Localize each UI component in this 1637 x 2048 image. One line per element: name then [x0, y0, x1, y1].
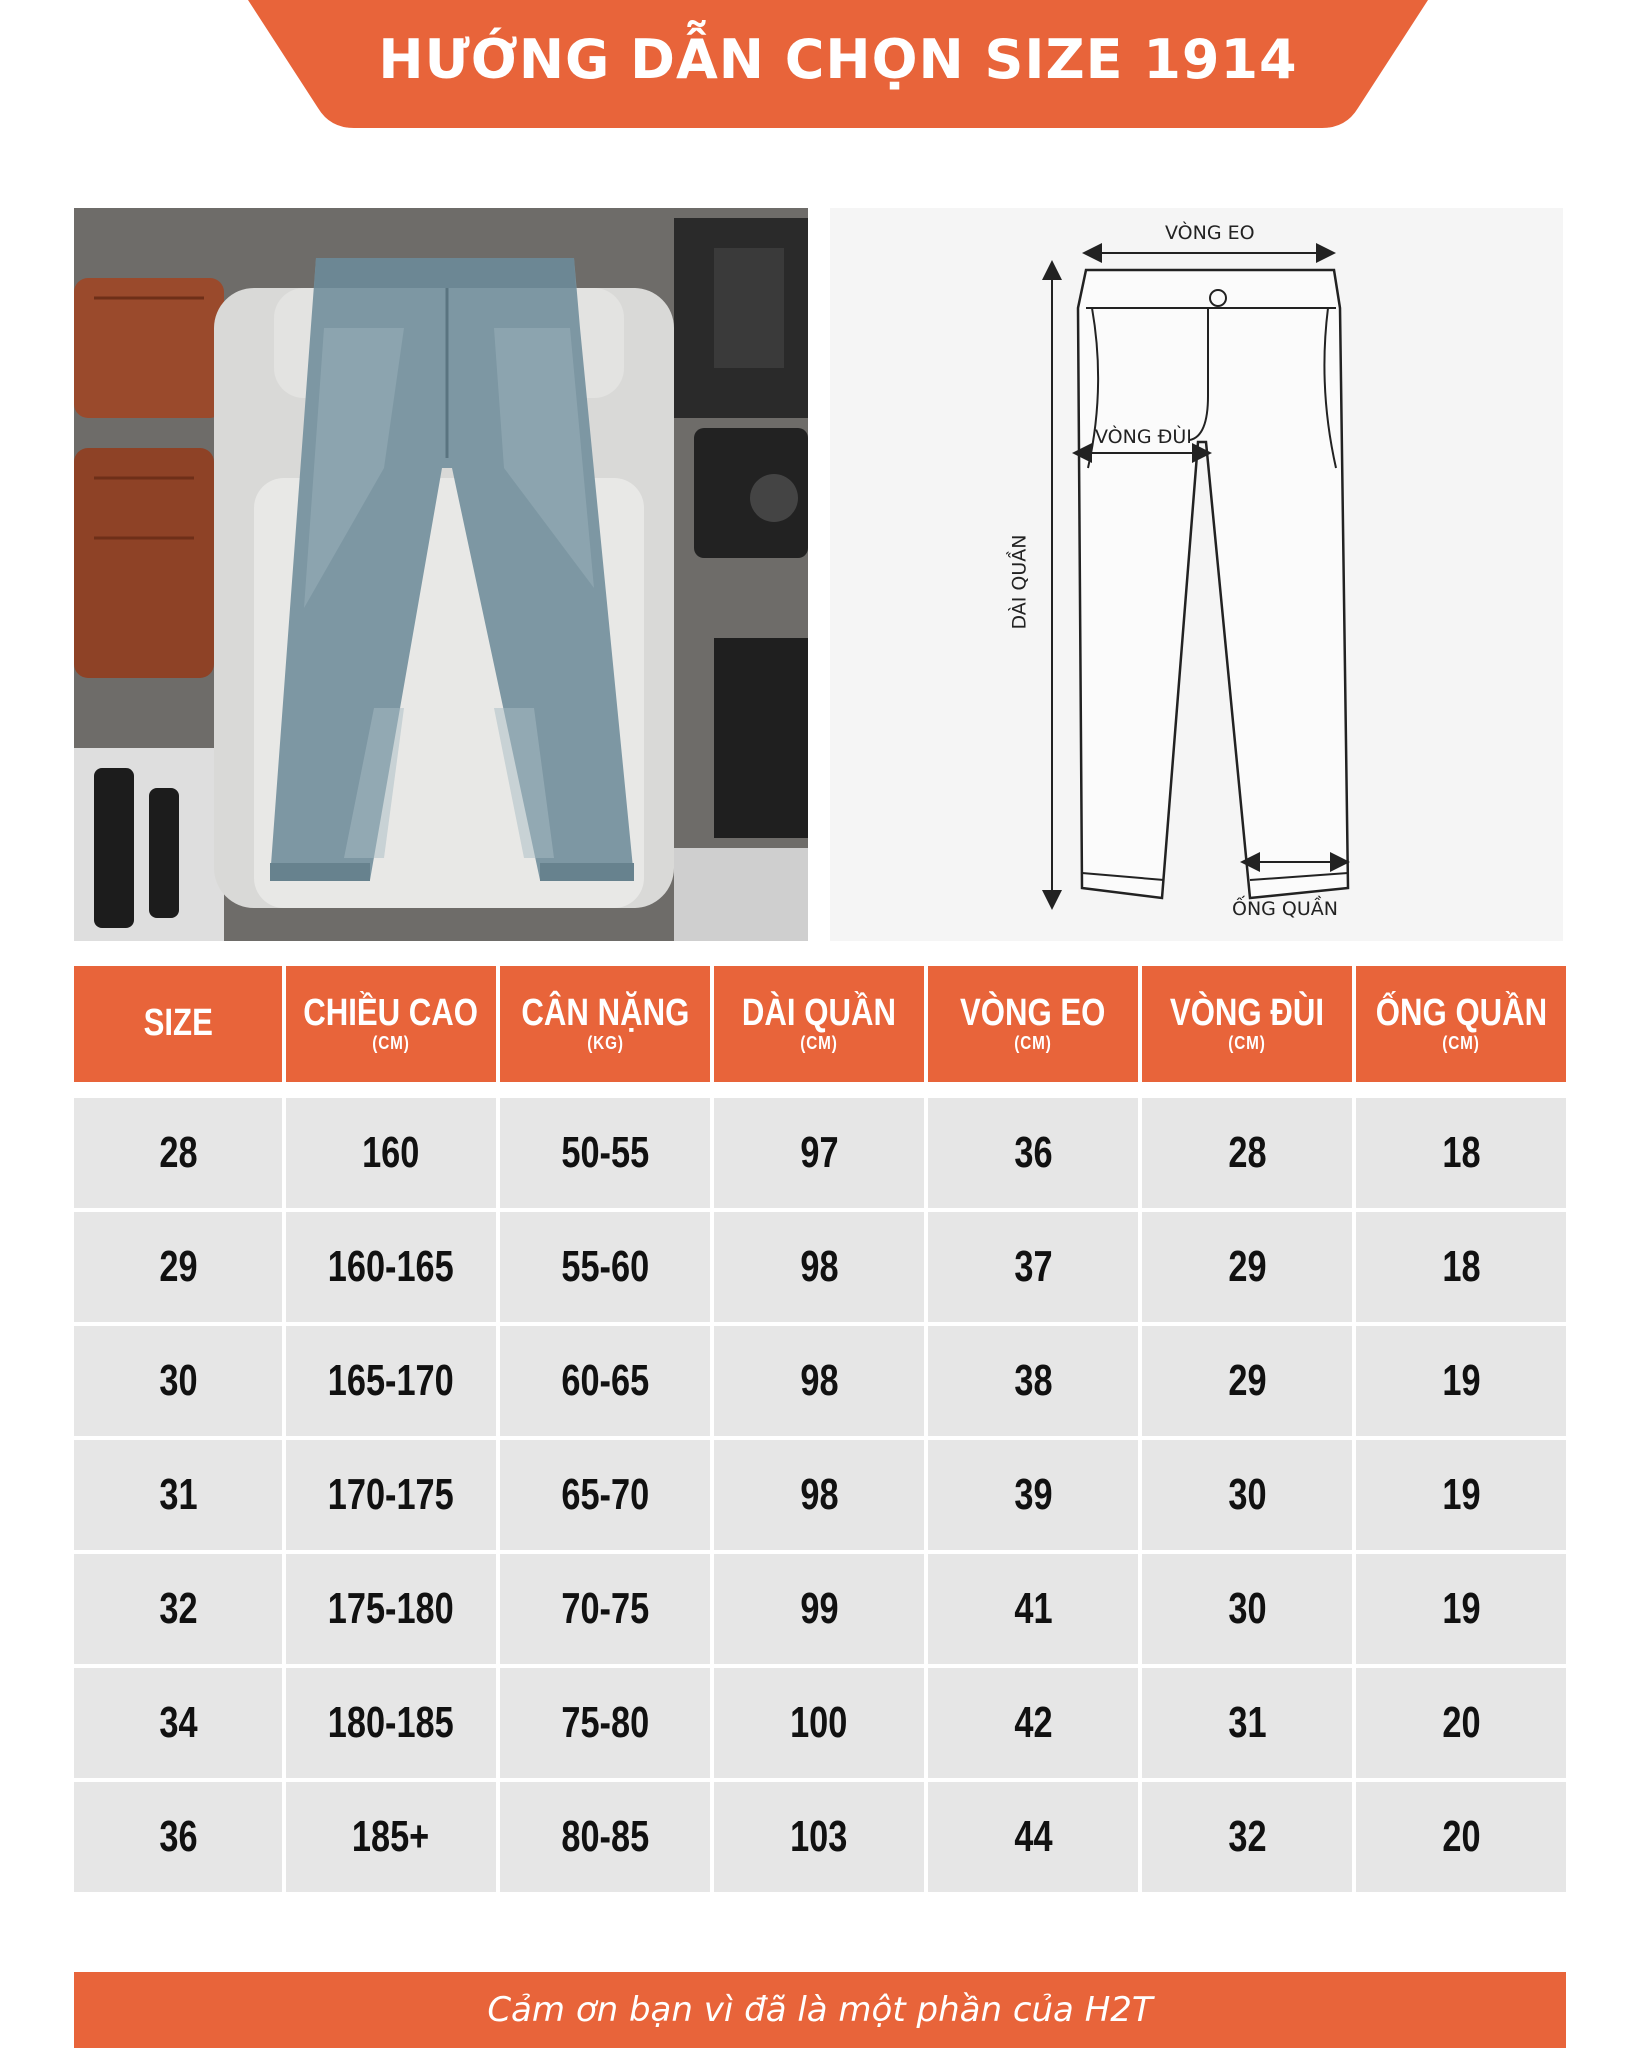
table-cell: 185+: [286, 1782, 496, 1892]
header-thigh: [1142, 966, 1352, 1082]
table-row: [74, 1554, 1566, 1664]
table-cell: 39: [928, 1440, 1138, 1550]
table-cell: 30: [1142, 1554, 1352, 1664]
table-cell: 160-165: [286, 1212, 496, 1322]
table-row: [74, 1326, 1566, 1436]
table-cell: 34: [74, 1668, 282, 1778]
table-cell: 29: [1142, 1212, 1352, 1322]
table-cell: 165-170: [286, 1326, 496, 1436]
table-row: [74, 1440, 1566, 1550]
table-cell: 20: [1356, 1782, 1566, 1892]
table-cell: 19: [1356, 1440, 1566, 1550]
hem-label: ỐNG QUẦN: [1232, 898, 1339, 920]
header-unit: (CM): [1442, 1033, 1480, 1054]
table-cell: 100: [714, 1668, 924, 1778]
table-cell: 160: [286, 1098, 496, 1208]
header-label: CÂN NẶNG: [521, 992, 689, 1035]
table-cell: 32: [74, 1554, 282, 1664]
table-cell: 32: [1142, 1782, 1352, 1892]
table-cell: 31: [74, 1440, 282, 1550]
table-cell: 98: [714, 1440, 924, 1550]
page-title: HƯỚNG DẪN CHỌN SIZE 1914: [378, 28, 1298, 91]
header-unit: (CM): [372, 1033, 410, 1054]
header-unit: (CM): [1228, 1033, 1266, 1054]
header-label: SIZE: [143, 1002, 213, 1045]
table-cell: 30: [1142, 1440, 1352, 1550]
header-label: ỐNG QUẦN: [1375, 992, 1547, 1035]
length-label: DÀI QUẦN: [1008, 534, 1031, 630]
header-banner: [248, 0, 1428, 130]
table-row: [74, 1668, 1566, 1778]
table-cell: 28: [74, 1098, 282, 1208]
table-body: [74, 1098, 1566, 1892]
size-table: [74, 966, 1566, 1896]
table-header-row: [74, 966, 1566, 1082]
table-cell: 36: [928, 1098, 1138, 1208]
table-cell: 44: [928, 1782, 1138, 1892]
header-unit: (KG): [586, 1033, 624, 1054]
table-cell: 31: [1142, 1668, 1352, 1778]
table-cell: 28: [1142, 1098, 1352, 1208]
table-cell: 18: [1356, 1212, 1566, 1322]
table-cell: 18: [1356, 1098, 1566, 1208]
header-label: VÒNG ĐÙI: [1169, 992, 1325, 1035]
table-cell: 29: [74, 1212, 282, 1322]
header-unit: (CM): [800, 1033, 838, 1054]
pants-outline: [830, 208, 1563, 941]
table-row: [74, 1782, 1566, 1892]
table-cell: 60-65: [500, 1326, 710, 1436]
thigh-label: VÒNG ĐÙI: [1095, 426, 1192, 448]
table-cell: 38: [928, 1326, 1138, 1436]
table-cell: 80-85: [500, 1782, 710, 1892]
table-cell: 170-175: [286, 1440, 496, 1550]
header-hem: [1356, 966, 1566, 1082]
header-waist: [928, 966, 1138, 1082]
table-cell: 41: [928, 1554, 1138, 1664]
table-cell: 19: [1356, 1554, 1566, 1664]
header-label: DÀI QUẦN: [741, 992, 897, 1035]
table-row: [74, 1098, 1566, 1208]
header-height: [286, 966, 496, 1082]
table-cell: 70-75: [500, 1554, 710, 1664]
table-row: [74, 1212, 1566, 1322]
footer-text: Cảm ơn bạn vì đã là một phần của H2T: [487, 1990, 1153, 2030]
footer-bar: [74, 1972, 1566, 2048]
measurement-diagram: [830, 208, 1563, 941]
header-weight: [500, 966, 710, 1082]
table-cell: 30: [74, 1326, 282, 1436]
header-size: [74, 966, 282, 1082]
table-cell: 65-70: [500, 1440, 710, 1550]
table-cell: 98: [714, 1212, 924, 1322]
table-cell: 97: [714, 1098, 924, 1208]
table-cell: 42: [928, 1668, 1138, 1778]
table-cell: 99: [714, 1554, 924, 1664]
table-cell: 37: [928, 1212, 1138, 1322]
table-cell: 103: [714, 1782, 924, 1892]
header-label: CHIỀU CAO: [303, 992, 479, 1035]
table-cell: 50-55: [500, 1098, 710, 1208]
table-cell: 180-185: [286, 1668, 496, 1778]
table-cell: 19: [1356, 1326, 1566, 1436]
table-cell: 36: [74, 1782, 282, 1892]
header-label: VÒNG EO: [960, 992, 1106, 1035]
product-photo: [74, 208, 808, 941]
table-cell: 29: [1142, 1326, 1352, 1436]
waist-label: VÒNG EO: [1165, 222, 1255, 244]
table-cell: 20: [1356, 1668, 1566, 1778]
table-cell: 55-60: [500, 1212, 710, 1322]
header-unit: (CM): [1014, 1033, 1052, 1054]
table-cell: 175-180: [286, 1554, 496, 1664]
header-length: [714, 966, 924, 1082]
table-cell: 75-80: [500, 1668, 710, 1778]
table-cell: 98: [714, 1326, 924, 1436]
